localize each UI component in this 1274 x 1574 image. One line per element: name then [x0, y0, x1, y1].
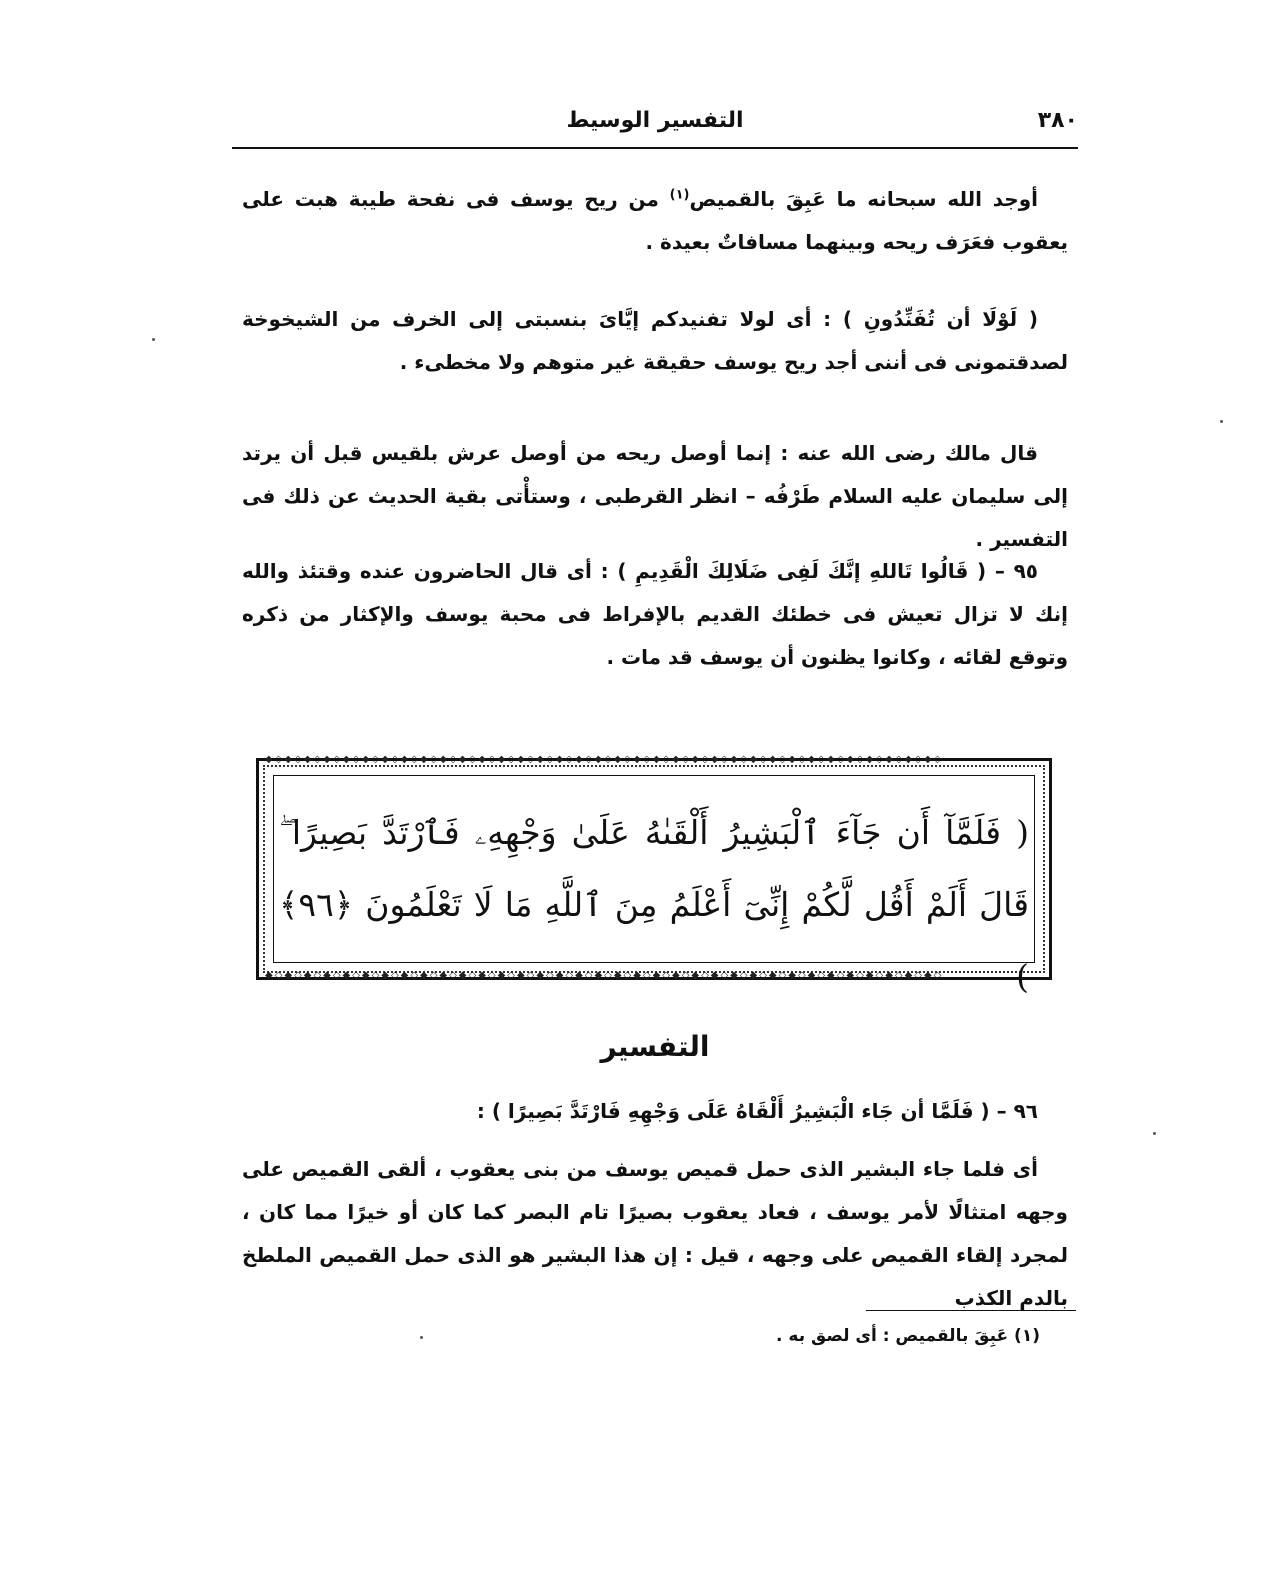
verse-frame — [256, 754, 1052, 996]
paragraph-3 — [242, 432, 1068, 561]
footnote: (١) عَبِقَ بالقميص : أى لصق به . — [776, 1326, 1040, 1346]
running-title: التفسير الوسيط — [566, 108, 744, 133]
paragraph-2 — [242, 298, 1068, 384]
header-rule — [232, 147, 1078, 149]
tafsir-verse-text: ٩٦ – ( فَلَمَّا أن جَاء الْبَشِيرُ أَلْقَاهُ عَلَى وَجْهِهِ فَارْتَدَّ بَصِيرًا ) : — [476, 1099, 1038, 1123]
paragraph-6-text: أى فلما جاء البشير الذى حمل قميص يوسف من بنى يعقوب ، ألقى القميص على وجهه امتثالًا لأمر يوسف ، فعاد يعقوب بصيرًا تام البصر كما كان أو خيرًا مما كان ، لمجرد إلقاء القميص على وجهه ، قيل : إن هذا البشير هو الذى حمل القميص الملطخ بالدم الكذب — [242, 1157, 1068, 1310]
paragraph-2-text: ( لَوْلَا أن تُفَنِّدُونِ ) : أى لولا تفنيدكم إيَّاىَ بنسبتى إلى الخرف من الشيخوخة لصدقتمونى فى أننى أجد ريح يوسف حقيقة غير متوهم ولا مخطىء . — [242, 307, 1068, 374]
section-heading: التفسير — [600, 1030, 710, 1063]
ornament-border-bottom: ◆◇◆◇◆◇◆◇◆◇◆◇◆◇◆◇◆◇◆◇◆◇◆◇◆◇◆◇◆◇◆◇◆◇◆◇◆◇◆◇◆◇◆◇◆◇◆◇◆◇◆◇◆◇◆◇◆◇◆◇◆◇◆◇◆◇◆◇◆◇ — [265, 970, 944, 981]
scan-speck — [1220, 420, 1223, 423]
footnote-marker: (١) — [669, 187, 690, 203]
paragraph-3-text: قال مالك رضى الله عنه : إنما أوصل ريحه من أوصل عرش بلقيس قبل أن يرتد إلى سليمان عليه السلام طَرْفُه – انظر القرطبى ، وستأْتى بقية الحديث عن ذلك فى التفسير . — [242, 441, 1068, 551]
tafsir-verse-line — [242, 1090, 1068, 1133]
scan-speck — [1153, 1132, 1156, 1135]
quran-verse: ( فَلَمَّآ أَن جَآءَ ٱلْبَشِيرُ أَلْقَىٰهُ عَلَىٰ وَجْهِهِۦ فَٱرْتَدَّ بَصِيرًا ۖ قَالَ أَلَمْ أَقُل لَّكُمْ إِنِّىٓ أَعْلَمُ مِنَ ٱللَّهِ مَا لَا تَعْلَمُونَ ﴿٩٦﴾ ) — [279, 813, 1029, 996]
page-header — [232, 108, 1078, 144]
paragraph-6 — [242, 1148, 1068, 1320]
footnote-rule — [866, 1310, 1076, 1311]
scan-speck — [152, 338, 155, 341]
paragraph-1-rest: من ريح يوسف فى نفحة طيبة هبت على يعقوب فعَرَف ريحه وبينهما مسافاتٌ بعيدة . — [242, 187, 1068, 254]
ornament-border-top: ◆◇◆◇◆◇◆◇◆◇◆◇◆◇◆◇◆◇◆◇◆◇◆◇◆◇◆◇◆◇◆◇◆◇◆◇◆◇◆◇◆◇◆◇◆◇◆◇◆◇◆◇◆◇◆◇◆◇◆◇◆◇◆◇◆◇◆◇◆◇ — [265, 754, 944, 765]
page-number: ٣٨٠ — [1037, 108, 1078, 133]
scan-speck — [420, 1336, 423, 1339]
paragraph-1-text: أوجد الله سبحانه ما عَبِقَ بالقميص — [689, 187, 1038, 211]
paragraph-4 — [242, 550, 1068, 679]
paragraph-4-text: ٩٥ – ( قَالُوا تَاللهِ إنَّكَ لَفِى ضَلَالِكَ الْقَدِيمِ ) : أى قال الحاضرون عنده وقتئذ والله إنك لا تزال تعيش فى خطئك القديم بالإفراط فى محبة يوسف والإكثار من ذكره وتوقع لقائه ، وكانوا يظنون أن يوسف قد مات . — [242, 559, 1068, 669]
paragraph-1 — [242, 178, 1068, 264]
